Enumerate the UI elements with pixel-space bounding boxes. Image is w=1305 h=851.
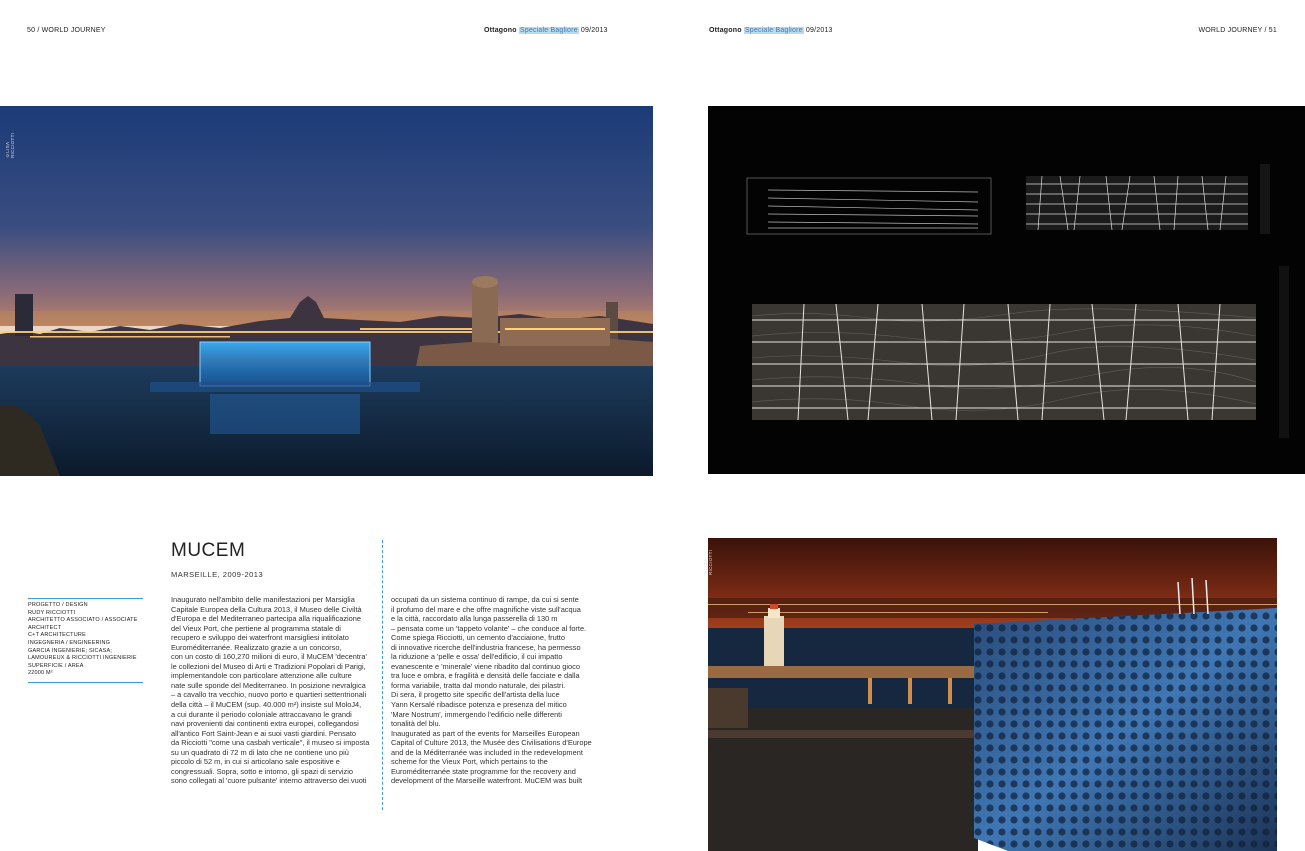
credit-line: GARCIA INGENIERIE; SICASA;	[28, 647, 113, 654]
page-number-left: 50 / WORLD JOURNEY	[27, 27, 106, 34]
special-edition-label: Speciale Bagliore	[744, 27, 803, 34]
credit-line: INGEGNERIA / ENGINEERING	[28, 639, 111, 646]
article-body-column-2: occupati da un sistema continuo di rampe, da cui si sente il profumo del mare e che offre magnifiche viste sull'acqua e la città, raccordato alla lunga passerella di 130 m – pensata come un 'tappeto volante' – che conduce al forte. Come spiega Ricciotti, un cemento d'acciaione, frutto di innovative ricerche dell'industria francese, ha permesso la riduzione a 'pelle e ossa' dell'edificio, il cui impatto evanescente e 'minerale' viene ribadito dal continuo gioco tra luce e ombra, e fragilità e densità delle facciate e dalla forma variabile, tratta dal mondo naturale, dei pilastri. Di sera, il progetto site specific dell'artista della luce Yann Kersalé ribadisce potenza e presenza del mitico 'Mare Nostrum', immergendo l'edificio nelle differenti tonalità del blu. Inaugurated as part of the events for Marseilles European Capital of Culture 2013, the Musée des Civilisations d'Europe and de la Méditerranée was included in the redevelopment scheme for the Vieux Port, which pertains to the Euroméditerranée state programme for the recovery and development of the Marseille waterfront. MuCEM was built	[391, 595, 592, 786]
column-divider	[382, 540, 383, 810]
credit-line: C+T ARCHITECTURE	[28, 632, 86, 639]
credit-line: LAMOUREUX & RICCIOTTI INGENIERIE	[28, 655, 137, 662]
photo-credit: ©LISA RICCIOTTI	[5, 132, 15, 158]
harbor-night-illustration	[0, 106, 653, 476]
article-subtitle: MARSEILLE, 2009-2013	[171, 570, 264, 579]
credits-bottom-rule	[28, 682, 143, 683]
credit-line: ARCHITECT	[28, 624, 62, 631]
credit-line: SUPERFICIE / AREA	[28, 662, 84, 669]
page-number-right: WORLD JOURNEY / 51	[1198, 27, 1277, 34]
brand-name: Ottagono	[484, 27, 517, 34]
masthead-left	[484, 27, 608, 34]
credit-line: RUDY RICCIOTTI	[28, 609, 76, 616]
issue-number: 09/2013	[580, 27, 608, 34]
project-credits	[28, 602, 138, 678]
elevation-drawings-panel	[708, 106, 1305, 474]
article-title: MUCEM	[171, 540, 246, 561]
special-edition-label: Speciale Bagliore	[519, 27, 578, 34]
credits-top-rule	[28, 598, 143, 599]
photo-credit: ©LISA RICCIOTTI	[703, 549, 713, 575]
issue-number: 09/2013	[805, 27, 833, 34]
photo-mucem-harbor-night	[0, 106, 653, 476]
facade-elevations-illustration	[708, 106, 1305, 474]
credit-line: PROGETTO / DESIGN	[28, 602, 88, 608]
credit-line: 22000 M²	[28, 670, 53, 677]
brand-name: Ottagono	[709, 27, 742, 34]
article-body-column-1: Inaugurato nell'ambito delle manifestazioni per Marsiglia Capitale Europea della Cultura 2013, il Museo delle Civiltà d'Europa e del Mediterraneo partecipa alla riqualificazione del Vieux Port, che pertiene al programma statale di recupero e sviluppo dei waterfront marsigliesi intitolato Euroméditerranée. Realizzato grazie a un concorso, con un costo di 160,270 milioni di euro, il MuCEM 'decentra' le collezioni del Museo di Arti e Tradizioni Popolari di Parigi, implementandole con particolare attenzione alle culture nate sulle sponde del Mediterraneo. In posizione nevralgica – a cavallo tra vecchio, nuovo porto e quartieri settentrionali della città – il MuCEM (sup. 40.000 m²) insiste sul MoloJ4, a cui durante il periodo coloniale attraccavano le grandi navi provenienti dai continenti extra europei, collegandosi all'antico Fort Saint-Jean e ai suoi vasti giardini. Pensato da Ricciotti "come una casbah verticale", il museo si imposta su un quadrato di 72 m di lato che ne contiene uno più piccolo di 52 m, in cui si articolano sale espositive e congressuali. Sopra, sotto e intorno, gli spazi di servizio sono collegati al 'cuore pulsante' interno attraverso dei vuoti	[171, 595, 370, 786]
photo-mucem-facade-night	[708, 538, 1277, 851]
masthead-right	[709, 27, 833, 34]
credit-line: ARCHITETTO ASSOCIATO / ASSOCIATE	[28, 617, 138, 624]
facade-night-illustration	[708, 538, 1277, 851]
